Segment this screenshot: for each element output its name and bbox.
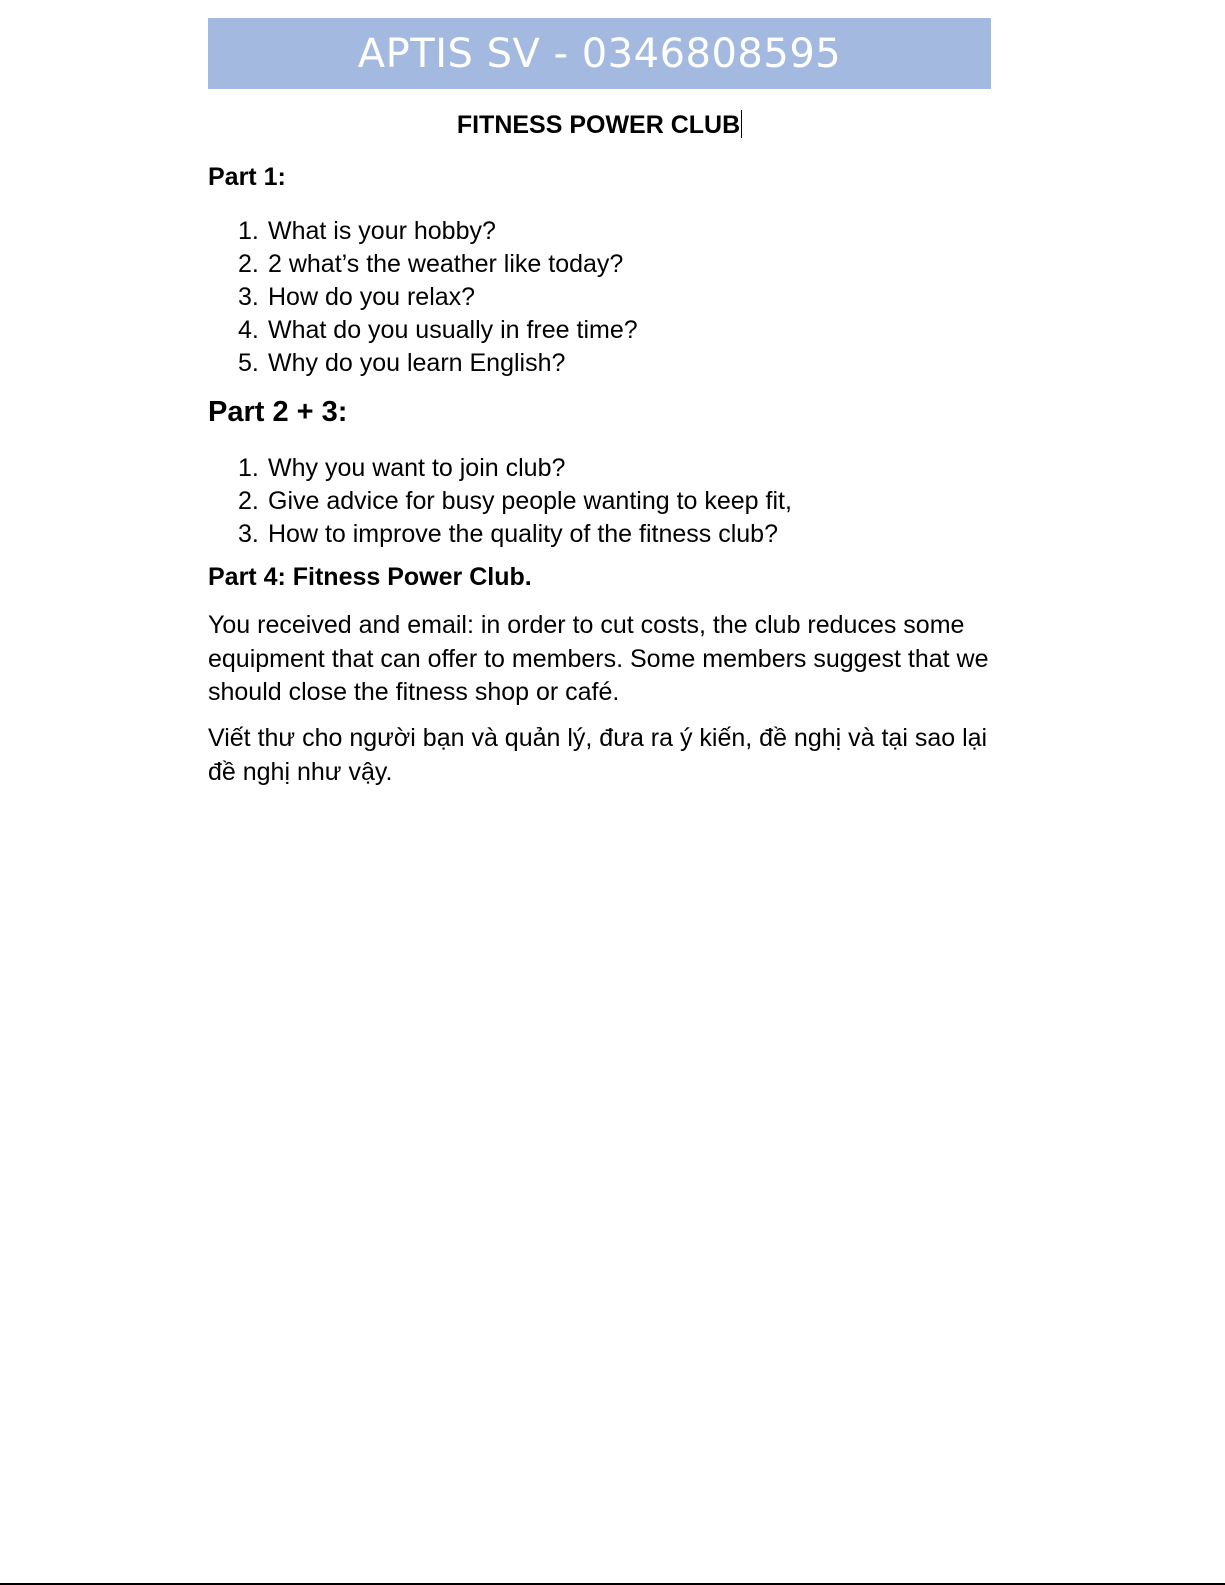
list-item [238, 314, 638, 347]
document-title [208, 110, 991, 140]
list-item-text: Give advice for busy people wanting to keep fit, [268, 487, 792, 515]
banner-text: APTIS SV - 0346808595 [357, 30, 842, 77]
text-cursor [741, 110, 742, 138]
list-item-text: How do you relax? [268, 283, 476, 311]
part1-question-list [238, 215, 638, 380]
header-banner [208, 18, 991, 89]
list-item-text: Why you want to join club? [268, 454, 566, 482]
list-item-number: 2. [238, 250, 259, 278]
list-item [238, 452, 792, 485]
list-item [238, 347, 638, 380]
list-item-text: 2 what’s the weather like today? [268, 250, 624, 278]
list-item-number: 1. [238, 217, 259, 245]
list-item [238, 281, 638, 314]
part4-heading: Part 4: Fitness Power Club. [208, 563, 532, 591]
part4-paragraph-english: You received and email: in order to cut costs, the club reduces some equipment that can offer to members. Some members suggest that we should close the fitness shop or café. [208, 611, 989, 706]
list-item-number: 5. [238, 349, 259, 377]
list-item [238, 248, 638, 281]
list-item-number: 3. [238, 283, 259, 311]
list-item-number: 2. [238, 487, 259, 515]
part23-question-list [238, 452, 792, 551]
part4-paragraph-vietnamese: Viết thư cho người bạn và quản lý, đưa ra ý kiến, đề nghị và tại sao lại đề nghị như vậy. [208, 724, 988, 786]
list-item-text: What do you usually in free time? [268, 316, 638, 344]
list-item-number: 4. [238, 316, 259, 344]
list-item-text: What is your hobby? [268, 217, 496, 245]
list-item-number: 1. [238, 454, 259, 482]
part23-heading: Part 2 + 3: [208, 396, 348, 428]
list-item-text: How to improve the quality of the fitness club? [268, 520, 778, 548]
document-title-text: FITNESS POWER CLUB [456, 111, 741, 139]
list-item [238, 215, 638, 248]
list-item-text: Why do you learn English? [268, 349, 566, 377]
list-item [238, 518, 792, 551]
list-item [238, 485, 792, 518]
part1-heading: Part 1: [208, 163, 286, 191]
list-item-number: 3. [238, 520, 259, 548]
